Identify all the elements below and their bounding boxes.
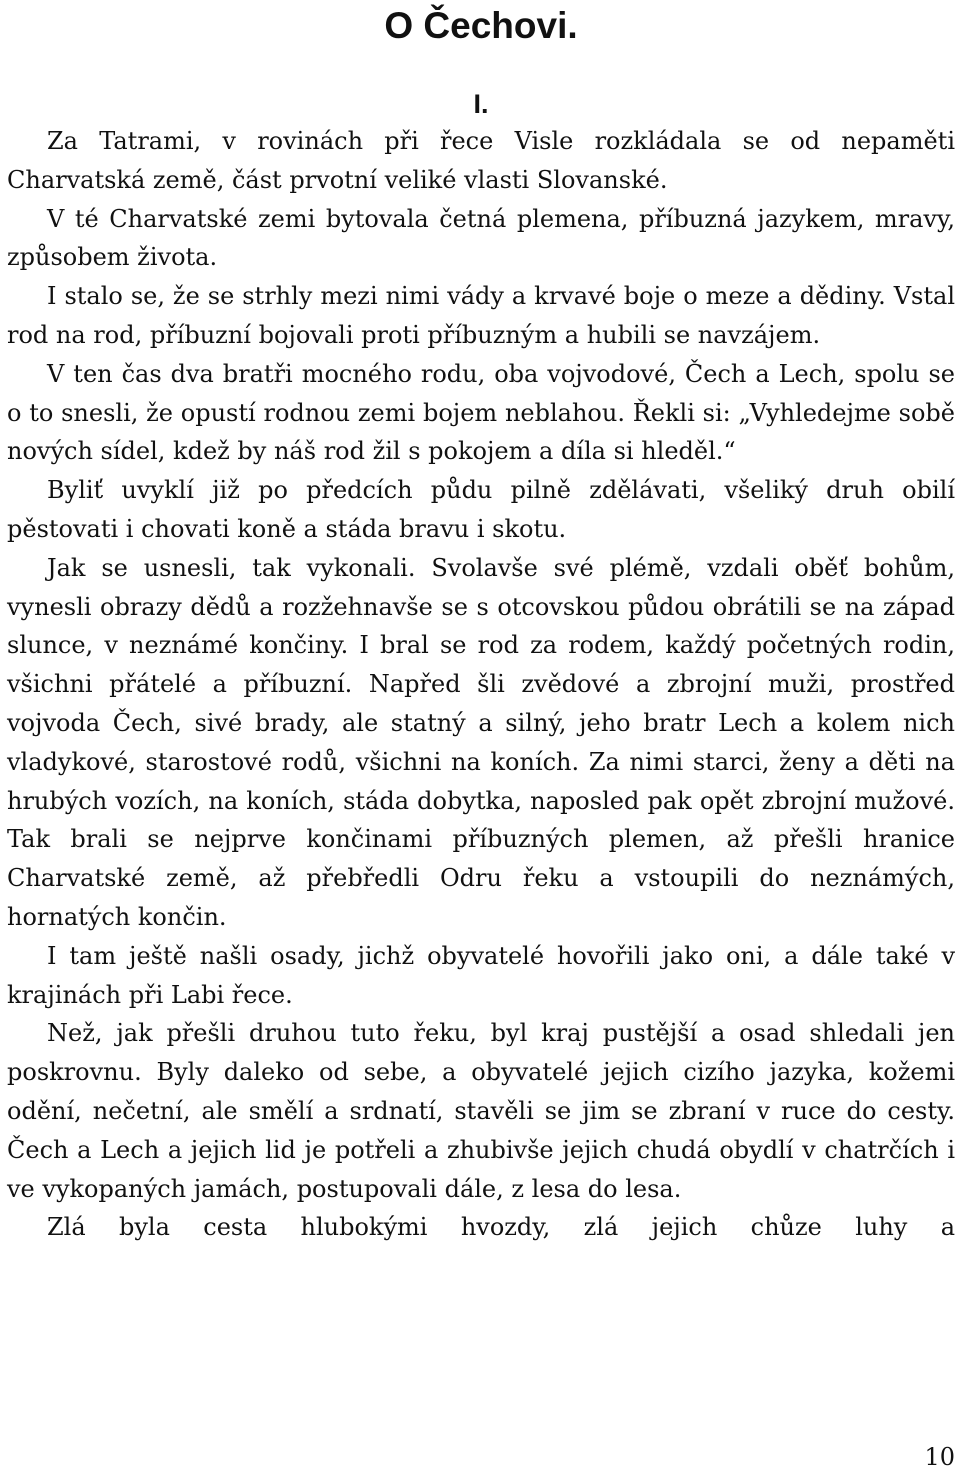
paragraph: I tam ještě našli osady, jichž obyvatelé hovořili jako oni, a dále také v krajinách při Labi řece.: [7, 941, 955, 1009]
paragraph: V té Charvatské zemi bytovala četná plemena, příbuzná jazykem, mravy, způsobem života.: [7, 204, 955, 272]
paragraph: Než, jak přešli druhou tuto řeku, byl kraj pustější a osad shledali jen poskrovnu. Byly daleko od sebe, a obyvatelé jejich cizího jazyka, kožemi odění, nečetní, ale smělí a srdnatí, stavěli se jim se zbraní v ruce do cesty. Čech a Lech a jejich lid je potřeli a zhubivše jejich chudá obydlí v chatrčích i ve vykopaných jamách, postupovali dále, z lesa do lesa.: [7, 1019, 955, 1203]
page-number: 10: [924, 1443, 955, 1471]
paragraph: Zlá byla cesta hlubokými hvozdy, zlá jejich chůze luhy a: [47, 1213, 955, 1242]
body-text: [7, 122, 955, 1247]
paragraph: Byliť uvyklí již po předcích půdu pilně zdělávati, všeliký druh obilí pěstovati i chovati koně a stáda bravu i skotu.: [7, 476, 955, 543]
paragraph: Za Tatrami, v rovinách při řece Visle rozkládala se od nepaměti Charvatská země, část prvotní veliké vlasti Slovanské.: [7, 127, 955, 194]
paragraph: I stalo se, že se strhly mezi nimi vády a krvavé boje o meze a dědiny. Vstal rod na rod, příbuzní bojovali proti příbuzným a hubili se navzájem.: [7, 282, 955, 349]
document-title: O Čechovi.: [384, 5, 578, 46]
chapter-heading: I.: [473, 89, 489, 119]
paragraph: V ten čas dva bratři mocného rodu, oba vojvodové, Čech a Lech, spolu se o to snesli, že opustí rodnou zemi bojem neblahou. Řekli si: „Vyhledejme sobě nových sídel, kdež by náš rod žil s pokojem a díla si hleděl.“: [7, 359, 955, 466]
paragraph: Jak se usnesli, tak vykonali. Svolavše své plémě, vzdali oběť bohům, vynesli obrazy dědů a rozžehnavše se s otcovskou půdou obrátili se na západ slunce, v neznámé končiny. I bral se rod za rodem, každý početných rodin, všichni přátelé a příbuzní. Napřed šli zvědové a zbrojní muži, prostřed vojvoda Čech, sivé brady, ale statný a silný, jeho bratr Lech a kolem nich vladykové, starostové rodů, všichni na koních. Za nimi starci, ženy a děti na hrubých vozích, na koních, stáda dobytka, naposled pak opět zbrojní mužové. Tak brali se nejprve končinami příbuzných plemen, až přešli hranice Charvatské země, až přebředli Odru řeku a vstoupili do neznámých, hornatých končin.: [7, 553, 955, 931]
document-page: [7, 0, 955, 1247]
